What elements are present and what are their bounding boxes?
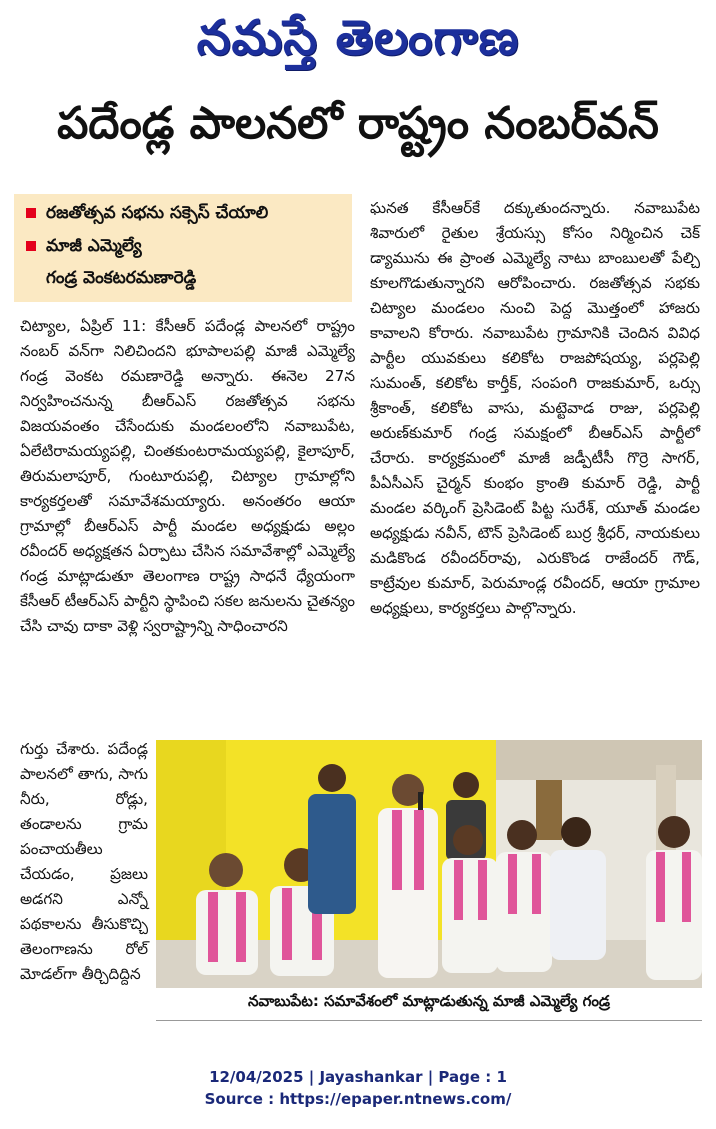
newspaper-masthead xyxy=(0,0,716,84)
bullet-icon xyxy=(26,208,36,218)
article-headline: పదేండ్ల పాలనలో రాష్ట్రం నంబర్‌వన్ xyxy=(57,98,659,149)
highlight-item: రజతోత్సవ సభను సక్సెస్ చేయాలి xyxy=(26,203,268,227)
article-body-left-column: చిట్యాల, ఏప్రిల్ 11: కేసీఆర్ పదేండ్ల పాలనలో రాష్ట్రం నంబర్ వన్‌గా నిలిచిందని భూపాలపల్లి మాజీ ఎమ్మెల్యే గండ్ర వెంకట రమణారెడ్డి అన్నారు. ఈనెల 27న నిర్వహించనున్న బీఆర్ఎస్ రజతోత్సవ సభను విజయవంతం చేసేందుకు మండలంలోని నవాబుపేట, ఏలేటిరామయ్యపల్లి, చింతకుంటరామయ్యపల్లి, కైలాపూర్, తిరుమలాపూర్, గుంటూరుపల్లి, చిట్యాల గ్రామాల్లోని కార్యకర్తలతో సమావేశమయ్యారు. అనంతరం ఆయా గ్రామాల్లో బీఆర్ఎస్ పార్టీ మండల అధ్యక్షుడు అల్లం రవీందర్ అధ్యక్షతన ఏర్పాటు చేసిన సమావేశాల్లో ఎమ్మెల్యే గండ్ర మాట్లాడుతూ తెలంగాణ రాష్ట్ర సాధనే ధ్యేయంగా కేసీఆర్ టీఆర్ఎస్ పార్టీని స్థాపించి సకల జనులను చైతన్యం చేసి చావు దాకా వెళ్లి స్వరాష్ట్రాన్ని సాధించారని xyxy=(20,317,355,635)
highlights-box xyxy=(14,194,352,302)
news-photo xyxy=(156,740,702,988)
bullet-icon xyxy=(26,241,36,251)
highlight-item-continuation: గండ్ర వెంకటరమణారెడ్డి xyxy=(46,268,197,288)
masthead-title: నమస్తే తెలంగాణ xyxy=(196,10,520,66)
photo-caption: నవాబుపేట: సమావేశంలో మాట్లాడుతున్న మాజీ ఎమ్మెల్యే గండ్ర xyxy=(156,992,702,1021)
footer-date-edition: 12/04/2025 | Jayashankar | Page : 1 xyxy=(209,1068,507,1086)
footer-source: Source : https://epaper.ntnews.com/ xyxy=(204,1090,512,1108)
article-body-narrow-column: గుర్తు చేశారు. పదేండ్ల పాలనలో తాగు, సాగు నీరు, రోడ్లు, తండాలను గ్రామ పంచాయతీలు చేయడం, ప్రజలు అడగని ఎన్నో పథకాలను తీసుకొచ్చి తెలంగాణను రోల్ మోడల్‌గా తీర్చిదిద్దిన xyxy=(20,740,148,983)
article-body-right-column: ఘనత కేసీఆర్‌కే దక్కుతుందన్నారు. నవాబుపేట శివారులో రైతుల శ్రేయస్సు కోసం నిర్మించిన చెక్ డ్యామును ఈ ప్రాంత ఎమ్మెల్యే నాటు బాంబులతో పేల్చి కూలగొడుతున్నారని ఆరోపించారు. రజతోత్సవ సభకు చిట్యాల మండలం నుంచి పెద్ద మొత్తంలో హాజరు కావాలని కోరారు. నవాబుపేట గ్రామానికి చెందిన వివిధ పార్టీల యువకులు కలికోట రాజపోషయ్య, పర్లపెల్లి సుమంత్, కలికోట కార్తీక్, సంపంగి రాజకుమార్, ఒర్సు శ్రీకాంత్, కలికోట వాసు, మట్టెవాడ రాజు, పర్లపెల్లి అరుణ్‌కుమార్ గండ్ర సమక్షంలో బీఆర్ఎస్ పార్టీలో చేరారు. కార్యక్రమంలో మాజీ జడ్పీటీసీ గొర్రె సాగర్, పీఏసీఎస్ చైర్మన్ కుంభం క్రాంతి కుమార్ రెడ్డి, పార్టీ మండల వర్కింగ్ ప్రెసిడెంట్ పిట్ట సురేశ్, యూత్ మండల అధ్యక్షుడు నవీన్, టౌన్ ప్రెసిడెంట్ బుర్ర శ్రీధర్, నాయకులు మడికొండ రవీందర్‌రావు, ఎరుకొండ రాజేందర్ గౌడ్, కాట్రేవుల కుమార్, పెరుమాండ్ల రవీందర్, ఆయా గ్రామాల అధ్యక్షులు, కార్యకర్తలు పాల్గొన్నారు. xyxy=(370,199,700,617)
highlight-item: మాజీ ఎమ్మెల్యే xyxy=(26,236,142,260)
